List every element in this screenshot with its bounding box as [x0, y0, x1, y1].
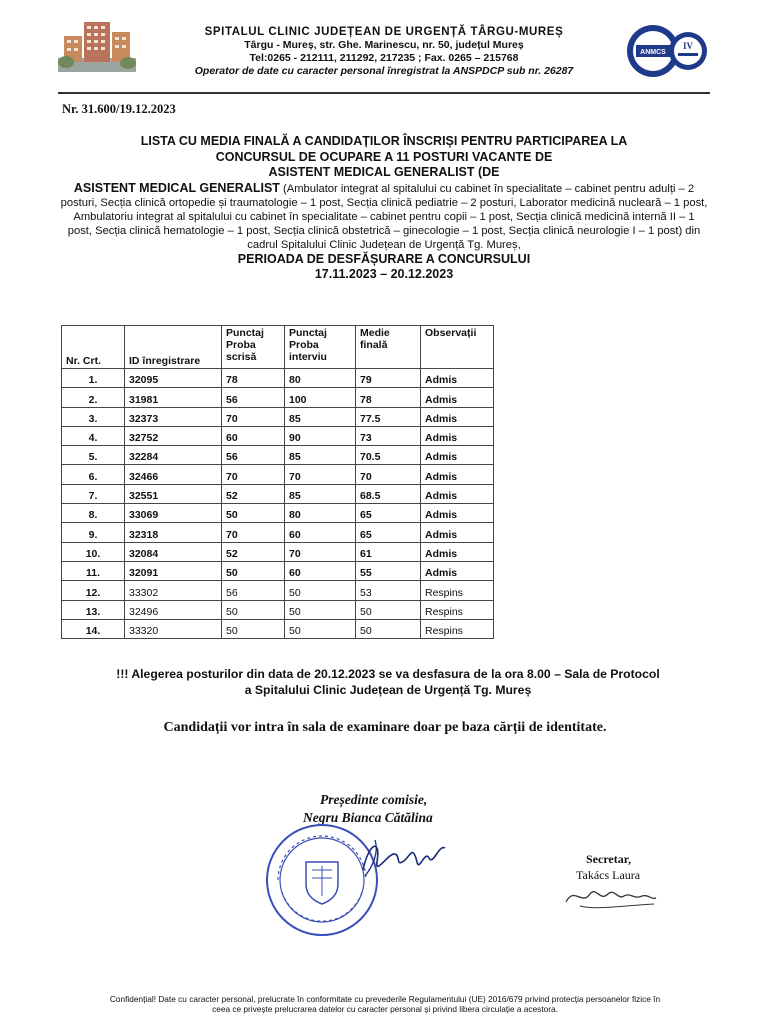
accreditation-logo-text: ANMCS [640, 49, 666, 56]
cell-final: 70 [356, 465, 421, 484]
cell-final: 61 [356, 542, 421, 561]
cell-notes: Admis [421, 561, 494, 580]
cell-id: 31981 [125, 388, 222, 407]
post-selection-announcement [58, 666, 718, 698]
period-label: PERIOADA DE DESFĂȘURARE A CONCURSULUI [237, 251, 531, 266]
table-row [62, 426, 494, 445]
cell-notes: Admis [421, 542, 494, 561]
title-line-2: CONCURSUL DE OCUPARE A 11 POSTURI VACANTE DE [215, 149, 553, 164]
cell-final: 55 [356, 561, 421, 580]
table-row [62, 600, 494, 619]
cell-written: 56 [222, 581, 285, 600]
accreditation-level-text: IV [682, 41, 694, 51]
table-row [62, 407, 494, 426]
confidentiality-footer [40, 994, 730, 1014]
cell-final: 65 [356, 523, 421, 542]
cell-interview: 60 [285, 523, 356, 542]
cell-written: 50 [222, 619, 285, 638]
cell-notes: Admis [421, 388, 494, 407]
identity-card-note: Candidații vor intra în sala de examinare doar pe baza cărții de identitate. [163, 720, 607, 735]
header-interview: Punctaj Proba interviu [285, 326, 356, 369]
cell-interview: 70 [285, 465, 356, 484]
cell-written: 50 [222, 504, 285, 523]
cell-final: 50 [356, 619, 421, 638]
title-line-3: ASISTENT MEDICAL GENERALIST (DE [268, 165, 500, 179]
cell-written: 70 [222, 465, 285, 484]
cell-written: 50 [222, 561, 285, 580]
header-id: ID înregistrare [125, 326, 222, 369]
cell-notes: Admis [421, 446, 494, 465]
table-row [62, 484, 494, 503]
cell-id: 32318 [125, 523, 222, 542]
president-title: Președinte comisie, [320, 792, 428, 807]
cell-notes: Respins [421, 619, 494, 638]
secretary-signature-icon [560, 876, 660, 912]
positions-description: (Ambulator integrat al spitalului cu cabinet în specialitate – cabinet pentru adulți – 2 posturi, Secția clinică ortopedie și traumatologie – 1 post, Secția clinică pediatrie – 2 posturi, Laborator medicină nucleară – 1 post, Ambulatoriu integrat al spitalului cu cabinet în specialitate – cabinet pentru copii – 1 post, Secția clinică medicină internă II – 1 post, Secția clinică hematologie – 1 post, Secția clinică obstetrică – ginecologie – 1 post, Secția clinică neurologie I – 1 post) din cadrul Spitalului Clinic Județean de Urgență Tg. Mureș, [60, 182, 708, 251]
cell-interview: 85 [285, 446, 356, 465]
cell-nr: 8. [62, 504, 125, 523]
cell-interview: 100 [285, 388, 356, 407]
cell-final: 50 [356, 600, 421, 619]
table-row [62, 581, 494, 600]
hospital-contact: Tel:0265 - 212111, 211292, 217235 ; Fax. 0265 – 215768 [249, 52, 519, 64]
table-header-row [62, 326, 494, 369]
cell-interview: 50 [285, 619, 356, 638]
footer-line-2: ceea ce privește prelucrarea datelor cu caracter personal și privind libera circulație a acestora. [212, 1004, 558, 1014]
cell-id: 32466 [125, 465, 222, 484]
table-row [62, 523, 494, 542]
cell-nr: 4. [62, 426, 125, 445]
cell-final: 77.5 [356, 407, 421, 426]
cell-notes: Respins [421, 600, 494, 619]
cell-interview: 50 [285, 581, 356, 600]
cell-written: 52 [222, 484, 285, 503]
table-row [62, 446, 494, 465]
document-title [60, 134, 708, 283]
table-row [62, 619, 494, 638]
president-name: Negru Bianca Cătălina [303, 810, 433, 825]
cell-id: 33320 [125, 619, 222, 638]
cell-nr: 5. [62, 446, 125, 465]
title-line-1: LISTA CU MEDIA FINALĂ A CANDIDAȚILOR ÎNSCRIȘI PENTRU PARTICIPAREA LA [140, 134, 628, 148]
table-row [62, 561, 494, 580]
accreditation-logo-icon [626, 22, 708, 80]
cell-nr: 7. [62, 484, 125, 503]
cell-id: 32752 [125, 426, 222, 445]
cell-final: 65 [356, 504, 421, 523]
hospital-building-icon [58, 18, 136, 72]
cell-nr: 2. [62, 388, 125, 407]
cell-notes: Respins [421, 581, 494, 600]
cell-final: 68.5 [356, 484, 421, 503]
cell-nr: 6. [62, 465, 125, 484]
candidates-table [61, 325, 494, 639]
cell-interview: 85 [285, 407, 356, 426]
table-row [62, 388, 494, 407]
cell-nr: 3. [62, 407, 125, 426]
cell-interview: 50 [285, 600, 356, 619]
cell-interview: 85 [285, 484, 356, 503]
announcement-line-2: a Spitalului Clinic Județean de Urgență Tg. Mureș [244, 683, 532, 697]
cell-final: 53 [356, 581, 421, 600]
cell-final: 79 [356, 369, 421, 388]
period-dates: 17.11.2023 – 20.12.2023 [314, 267, 454, 281]
cell-interview: 80 [285, 504, 356, 523]
cell-id: 32091 [125, 561, 222, 580]
cell-written: 60 [222, 426, 285, 445]
cell-interview: 70 [285, 542, 356, 561]
header-nr: Nr. Crt. [62, 326, 125, 369]
cell-final: 73 [356, 426, 421, 445]
header-divider [58, 92, 710, 94]
data-operator-note: Operator de date cu caracter personal înregistrat la ANSPDCP sub nr. 26287 [194, 65, 574, 77]
footer-line-1: Confidențial! Date cu caracter personal, prelucrate în conformitate cu prevederile Regulamentului (UE) 2016/679 privind protecția persoanelor fizice în [109, 994, 661, 1004]
cell-notes: Admis [421, 484, 494, 503]
table-row [62, 542, 494, 561]
cell-id: 32551 [125, 484, 222, 503]
cell-notes: Admis [421, 465, 494, 484]
secretary-name: Takács Laura [576, 868, 641, 882]
announcement-line-1: !!! Alegerea posturilor din data de 20.12.2023 se va desfasura de la ora 8.00 – Sala de Protocol [116, 667, 660, 681]
cell-written: 56 [222, 446, 285, 465]
cell-final: 70.5 [356, 446, 421, 465]
cell-id: 32095 [125, 369, 222, 388]
header-final: Medie finală [356, 326, 421, 369]
cell-interview: 80 [285, 369, 356, 388]
cell-id: 33302 [125, 581, 222, 600]
cell-written: 78 [222, 369, 285, 388]
hospital-name: SPITALUL CLINIC JUDEȚEAN DE URGENȚĂ TÂRGU-MUREȘ [204, 26, 564, 38]
cell-written: 56 [222, 388, 285, 407]
hospital-address: Târgu - Mureș, str. Ghe. Marinescu, nr. 50, județul Mureș [244, 39, 524, 51]
cell-notes: Admis [421, 523, 494, 542]
cell-notes: Admis [421, 426, 494, 445]
document-number: Nr. 31.600/19.12.2023 [62, 102, 176, 116]
header-notes: Observații [421, 326, 494, 369]
letterhead [150, 26, 618, 78]
cell-written: 52 [222, 542, 285, 561]
cell-id: 32496 [125, 600, 222, 619]
cell-final: 78 [356, 388, 421, 407]
header-written: Punctaj Proba scrisă [222, 326, 285, 369]
cell-written: 70 [222, 523, 285, 542]
cell-nr: 13. [62, 600, 125, 619]
cell-id: 32373 [125, 407, 222, 426]
cell-written: 70 [222, 407, 285, 426]
table-row [62, 369, 494, 388]
cell-nr: 14. [62, 619, 125, 638]
table-row [62, 465, 494, 484]
table-row [62, 504, 494, 523]
cell-id: 32084 [125, 542, 222, 561]
president-signature-icon [355, 832, 455, 882]
cell-interview: 90 [285, 426, 356, 445]
cell-nr: 11. [62, 561, 125, 580]
cell-nr: 12. [62, 581, 125, 600]
cell-nr: 9. [62, 523, 125, 542]
secretary-title: Secretar, [586, 852, 631, 866]
cell-nr: 1. [62, 369, 125, 388]
cell-notes: Admis [421, 504, 494, 523]
cell-written: 50 [222, 600, 285, 619]
cell-id: 32284 [125, 446, 222, 465]
cell-nr: 10. [62, 542, 125, 561]
cell-id: 33069 [125, 504, 222, 523]
cell-notes: Admis [421, 407, 494, 426]
title-line-4: ASISTENT MEDICAL GENERALIST [73, 180, 280, 195]
title-description [60, 181, 708, 252]
cell-notes: Admis [421, 369, 494, 388]
cell-interview: 60 [285, 561, 356, 580]
